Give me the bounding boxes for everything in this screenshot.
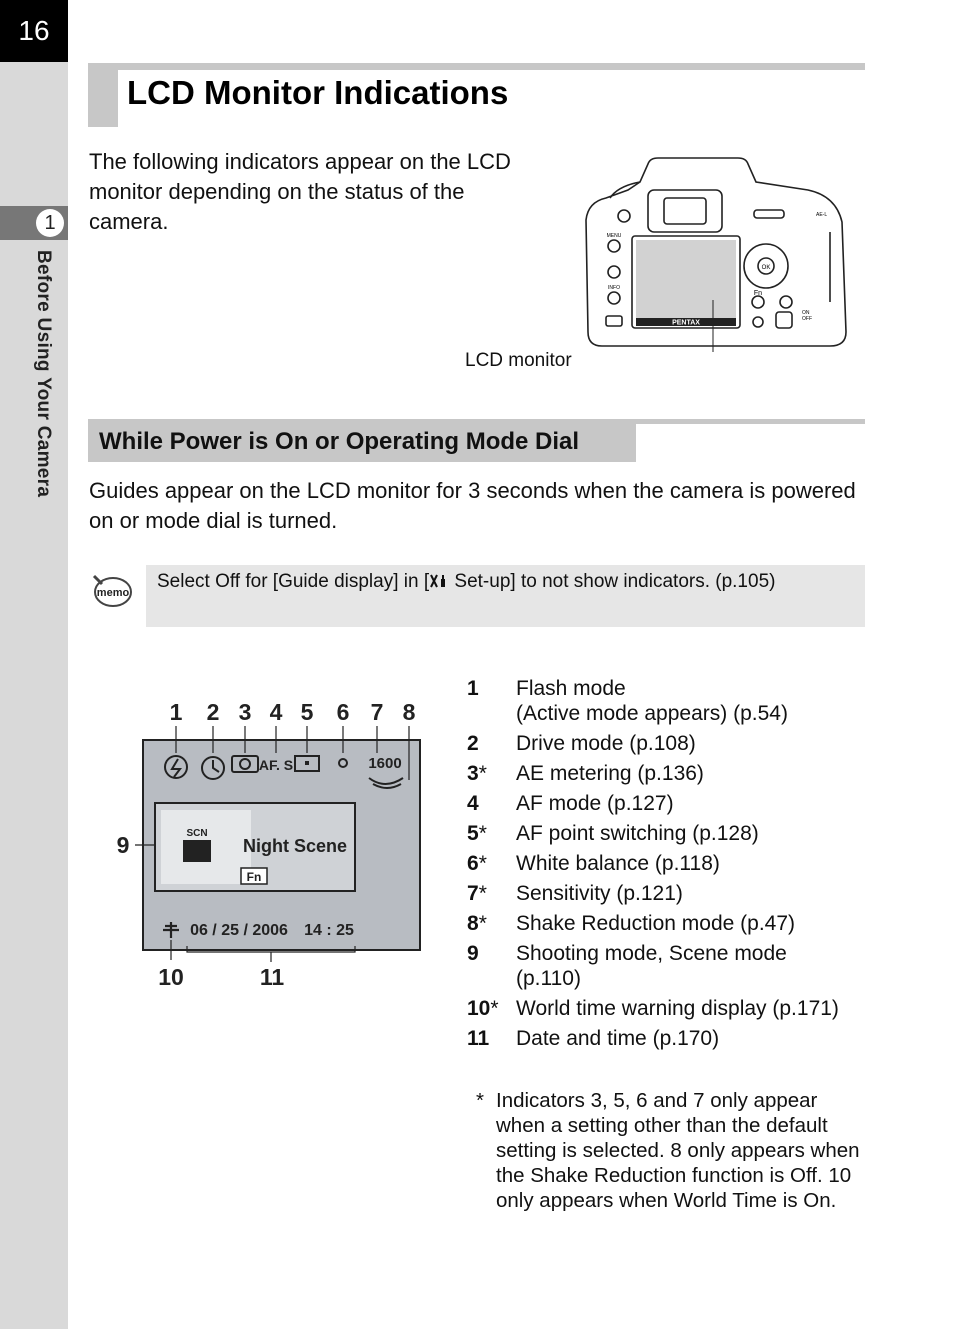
svg-text:MENU: MENU	[606, 233, 622, 239]
title-rule	[88, 63, 865, 70]
callout-7: 7	[370, 699, 384, 725]
af-mode-indicator: AF. S	[258, 757, 294, 773]
legend-item: 11 Date and time (p.170)	[467, 1027, 720, 1050]
callout-6: 6	[336, 699, 350, 725]
chapter-sidebar	[0, 0, 68, 1329]
legend-item: 8* Shake Reduction mode (p.47)	[467, 912, 795, 935]
indicator-legend	[467, 676, 867, 1056]
page-number: 16	[0, 0, 68, 62]
legend-item: 5* AF point switching (p.128)	[467, 822, 759, 845]
callout-1: 1	[169, 699, 183, 725]
svg-text:AE-L: AE-L	[816, 212, 828, 218]
camera-back-illustration	[578, 152, 850, 352]
svg-text:OK: OK	[761, 265, 771, 271]
svg-text:INFO: INFO	[608, 285, 620, 291]
section-heading: While Power is On or Operating Mode Dial	[99, 428, 580, 455]
legend-item: 2 Drive mode (p.108)	[467, 732, 696, 755]
callout-8: 8	[402, 699, 416, 725]
lcd-monitor-label: LCD monitor	[465, 350, 572, 371]
legend-item: 9 Shooting mode, Scene mode (p.110)	[467, 942, 787, 990]
svg-text:Fn: Fn	[753, 290, 763, 297]
legend-item: 7* Sensitivity (p.121)	[467, 882, 683, 905]
section-body: Guides appear on the LCD monitor for 3 seconds when the camera is powered on or mode dial is turned.	[89, 478, 856, 533]
svg-text:memo: memo	[96, 587, 130, 599]
callout-10: 10	[158, 964, 184, 990]
title-marker	[88, 63, 118, 127]
callout-11: 11	[259, 964, 285, 990]
svg-text:ON: ON	[802, 310, 810, 316]
page-title: LCD Monitor Indications	[127, 74, 509, 111]
callout-4: 4	[269, 699, 283, 725]
memo-text: Select Off for [Guide display] in [ Set-up] to not show indicators. (p.105)	[157, 571, 776, 592]
setup-menu-icon	[429, 573, 449, 589]
chapter-title: Before Using Your Camera	[33, 250, 54, 498]
date-indicator: 06 / 25 / 2006	[190, 922, 288, 939]
footnote: * Indicators 3, 5, 6 and 7 only appear when a setting other than the default setting is selected. 8 only appears when the Shake Reduction function is Off. 10 only appears when World Time is On.	[476, 1089, 860, 1212]
legend-item: 6* White balance (p.118)	[467, 852, 720, 875]
scn-label: SCN	[186, 828, 208, 839]
iso-indicator: 1600	[368, 755, 402, 772]
time-indicator: 14 : 25	[304, 922, 354, 939]
callout-5: 5	[300, 699, 314, 725]
intro-paragraph: The following indicators appear on the LCD monitor depending on the status of the camera.	[89, 149, 511, 234]
legend-item: 3* AE metering (p.136)	[467, 762, 704, 785]
callout-2: 2	[206, 699, 220, 725]
chapter-number: 1	[36, 209, 64, 237]
legend-item: 1 Flash mode (Active mode appears) (p.54)	[467, 677, 788, 725]
callout-9: 9	[116, 832, 130, 858]
fn-label: Fn	[246, 870, 262, 884]
memo-icon	[90, 570, 134, 610]
callout-3: 3	[238, 699, 252, 725]
camera-brand: PENTAX	[672, 319, 700, 327]
scene-name: Night Scene	[242, 836, 348, 856]
legend-item: 4 AF mode (p.127)	[467, 792, 674, 815]
svg-text:OFF: OFF	[802, 316, 812, 322]
legend-item: 10* World time warning display (p.171)	[467, 997, 839, 1020]
lcd-indicator-diagram	[105, 690, 435, 1000]
